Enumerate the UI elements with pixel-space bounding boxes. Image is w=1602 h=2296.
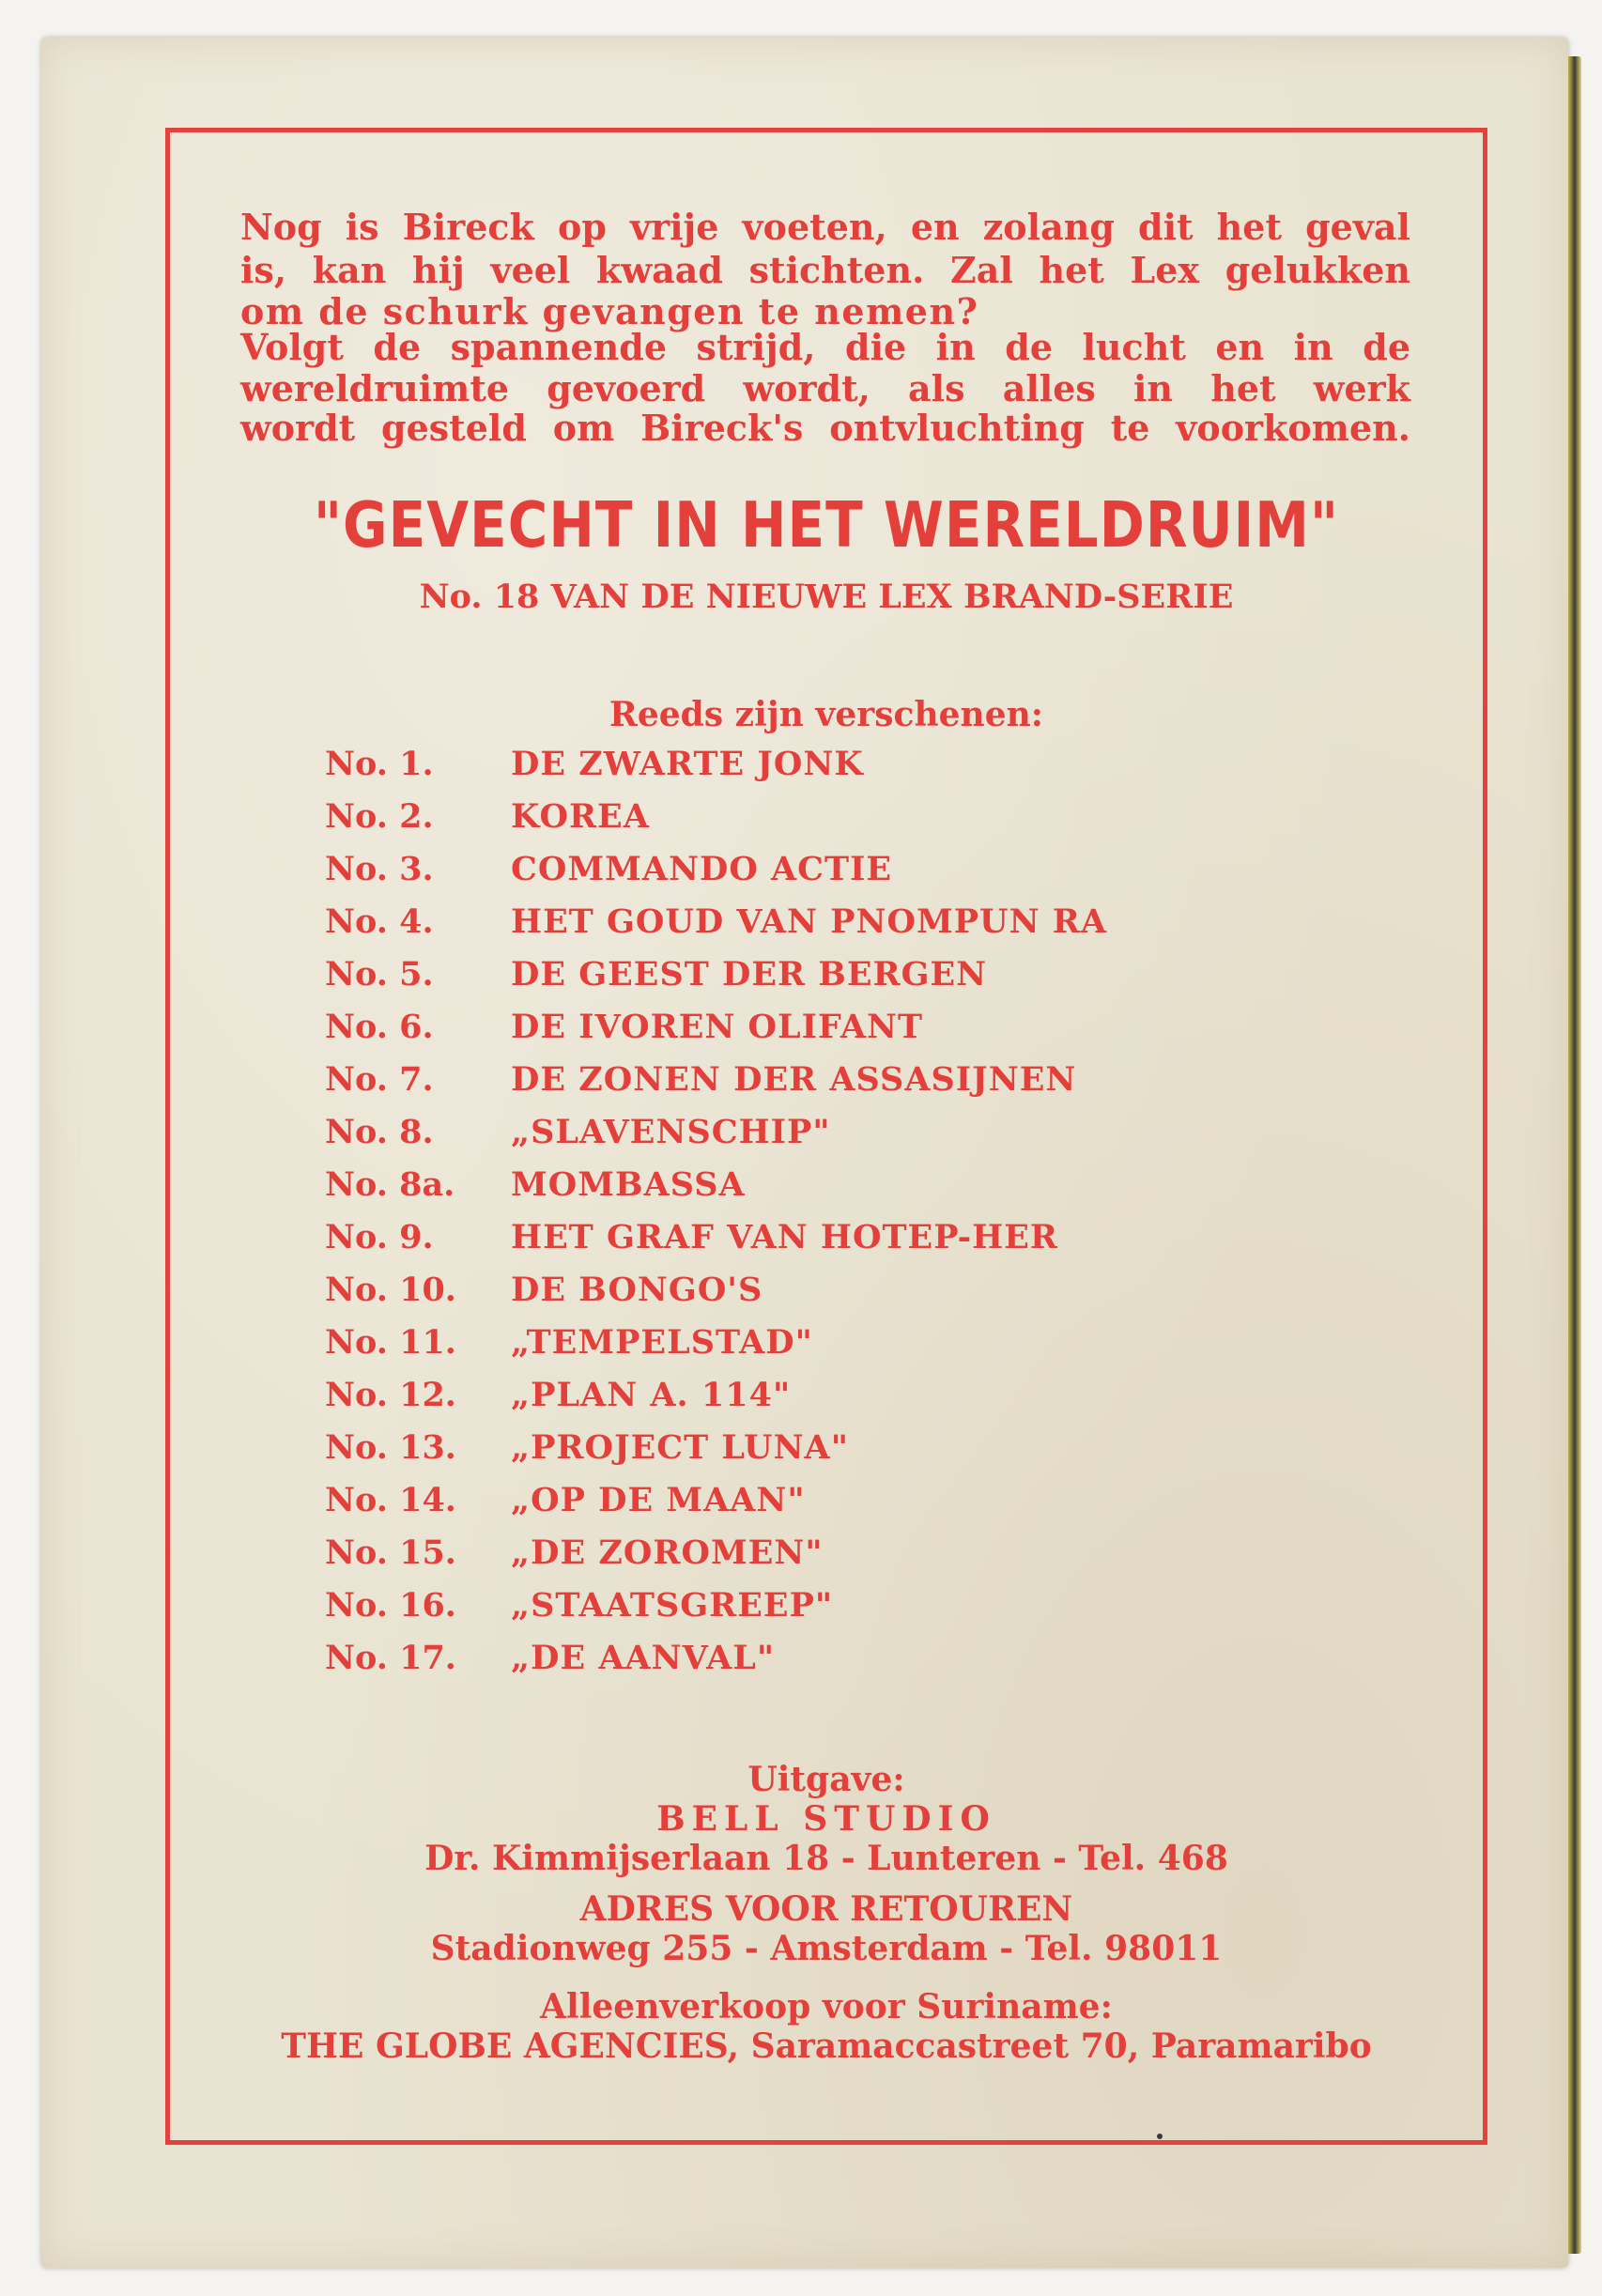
intro-line: wereldruimte gevoerd wordt, als alles in het werk xyxy=(240,367,1410,409)
publisher-name: BELL STUDIO xyxy=(656,1799,996,1839)
list-item-number: No. 15. xyxy=(325,1533,456,1572)
list-item-title: „TEMPELSTAD" xyxy=(511,1323,813,1362)
intro-line: Volgt de spannende strijd, die in de lucht en in de xyxy=(240,326,1410,368)
suriname-agent: THE GLOBE AGENCIES, Saramaccastreet 70, Paramaribo xyxy=(281,2026,1372,2066)
list-item-number: No. 17. xyxy=(325,1639,456,1677)
suriname-label: Alleenverkoop voor Suriname: xyxy=(540,1987,1113,2026)
list-item-title: „DE AANVAL" xyxy=(511,1639,776,1677)
list-item-number: No. 6. xyxy=(325,1008,434,1046)
list-item-number: No. 1. xyxy=(325,745,434,783)
list-item-number: No. 16. xyxy=(325,1586,456,1625)
list-item-title: DE GEEST DER BERGEN xyxy=(511,955,988,994)
list-item-number: No. 8. xyxy=(325,1113,434,1151)
list-item-number: No. 8a. xyxy=(325,1165,455,1204)
series-subtitle: No. 18 VAN DE NIEUWE LEX BRAND-SERIE xyxy=(419,578,1234,616)
returns-address: Stadionweg 255 - Amsterdam - Tel. 98011 xyxy=(430,1929,1223,1968)
list-item-number: No. 10. xyxy=(325,1271,456,1309)
intro-line: Nog is Bireck op vrije voeten, en zolang dit het geval xyxy=(240,206,1410,248)
list-item-number: No. 5. xyxy=(325,955,434,994)
list-item-number: No. 2. xyxy=(325,797,434,836)
publisher-label: Uitgave: xyxy=(747,1760,905,1799)
intro-line: is, kan hij veel kwaad stichten. Zal het Lex gelukken xyxy=(240,249,1410,291)
list-item-number: No. 4. xyxy=(325,902,434,941)
list-item-number: No. 9. xyxy=(325,1218,434,1256)
list-item-title: „STAATSGREEP" xyxy=(511,1586,834,1625)
book-title: "GEVECHT IN HET WERELDRUIM" xyxy=(313,487,1340,562)
list-item-number: No. 3. xyxy=(325,850,434,888)
list-item-title: DE ZWARTE JONK xyxy=(511,745,864,783)
list-item-number: No. 7. xyxy=(325,1060,434,1099)
list-item-title: „PROJECT LUNA" xyxy=(511,1428,849,1467)
intro-line: om de schurk gevangen te nemen? xyxy=(240,290,979,332)
list-item-title: „PLAN A. 114" xyxy=(511,1376,792,1414)
list-item-number: No. 14. xyxy=(325,1481,456,1519)
list-item-title: „OP DE MAAN" xyxy=(511,1481,806,1519)
list-item-title: DE ZONEN DER ASSASIJNEN xyxy=(511,1060,1077,1099)
list-item-title: HET GOUD VAN PNOMPUN RA xyxy=(511,902,1107,941)
list-item-title: „SLAVENSCHIP" xyxy=(511,1113,831,1151)
list-item-title: DE IVOREN OLIFANT xyxy=(511,1008,924,1046)
list-item-number: No. 12. xyxy=(325,1376,456,1414)
publisher-address: Dr. Kimmijserlaan 18 - Lunteren - Tel. 468 xyxy=(424,1839,1228,1878)
list-item-title: COMMANDO ACTIE xyxy=(511,850,893,888)
intro-line: wordt gesteld om Bireck's ontvluchting te voorkomen. xyxy=(240,407,1410,449)
ink-speck xyxy=(1157,2134,1163,2139)
list-item-title: MOMBASSA xyxy=(511,1165,746,1204)
list-item-title: HET GRAF VAN HOTEP-HER xyxy=(511,1218,1058,1256)
list-item-title: DE BONGO'S xyxy=(511,1271,763,1309)
returns-label: ADRES VOOR RETOUREN xyxy=(579,1889,1073,1929)
list-item-title: KOREA xyxy=(511,797,650,836)
list-heading: Reeds zijn verschenen: xyxy=(608,695,1044,734)
list-item-number: No. 13. xyxy=(325,1428,456,1467)
list-item-number: No. 11. xyxy=(325,1323,456,1362)
list-item-title: „DE ZOROMEN" xyxy=(511,1533,824,1572)
